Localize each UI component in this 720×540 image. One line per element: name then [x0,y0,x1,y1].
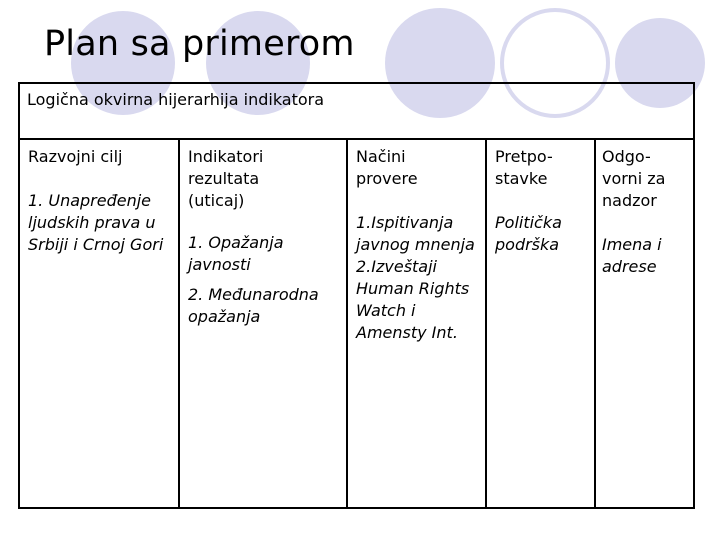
column-assumptions [495,146,591,256]
column-verification-methods [356,146,486,344]
column-heading: Načini provere [356,147,418,188]
column-item: Imena i adrese [602,235,662,276]
table-header-box [18,82,695,140]
column-heading: Pretpo-stavke [495,147,553,188]
column-responsible [602,146,692,278]
column-item: Politička podrška [495,213,562,254]
column-heading: Razvojni cilj [28,147,123,166]
column-heading: Odgo-vorni za nadzor [602,147,666,210]
column-item: 1. Opažanja javnosti [188,233,284,274]
column-item: 2.Izveštaji Human Rights Watch i Amensty Int. [356,257,470,342]
column-item: 1. Unapređenje ljudskih prava u Srbiji i Crnoj Gori [28,191,164,254]
table-header-text: Logična okvirna hijerarhija indikatora [27,90,325,109]
column-result-indicators [188,146,342,328]
column-heading: Indikatori rezultata (uticaj) [188,147,264,210]
column-item: 2. Međunarodna opažanja [188,285,319,326]
column-divider [178,140,180,507]
column-divider [594,140,596,507]
logframe-table [18,140,695,509]
column-development-goal [28,146,174,256]
column-divider [346,140,348,507]
column-item: 1.Ispitivanja javnog mnenja [356,213,475,254]
page-title: Plan sa primerom [44,24,355,64]
